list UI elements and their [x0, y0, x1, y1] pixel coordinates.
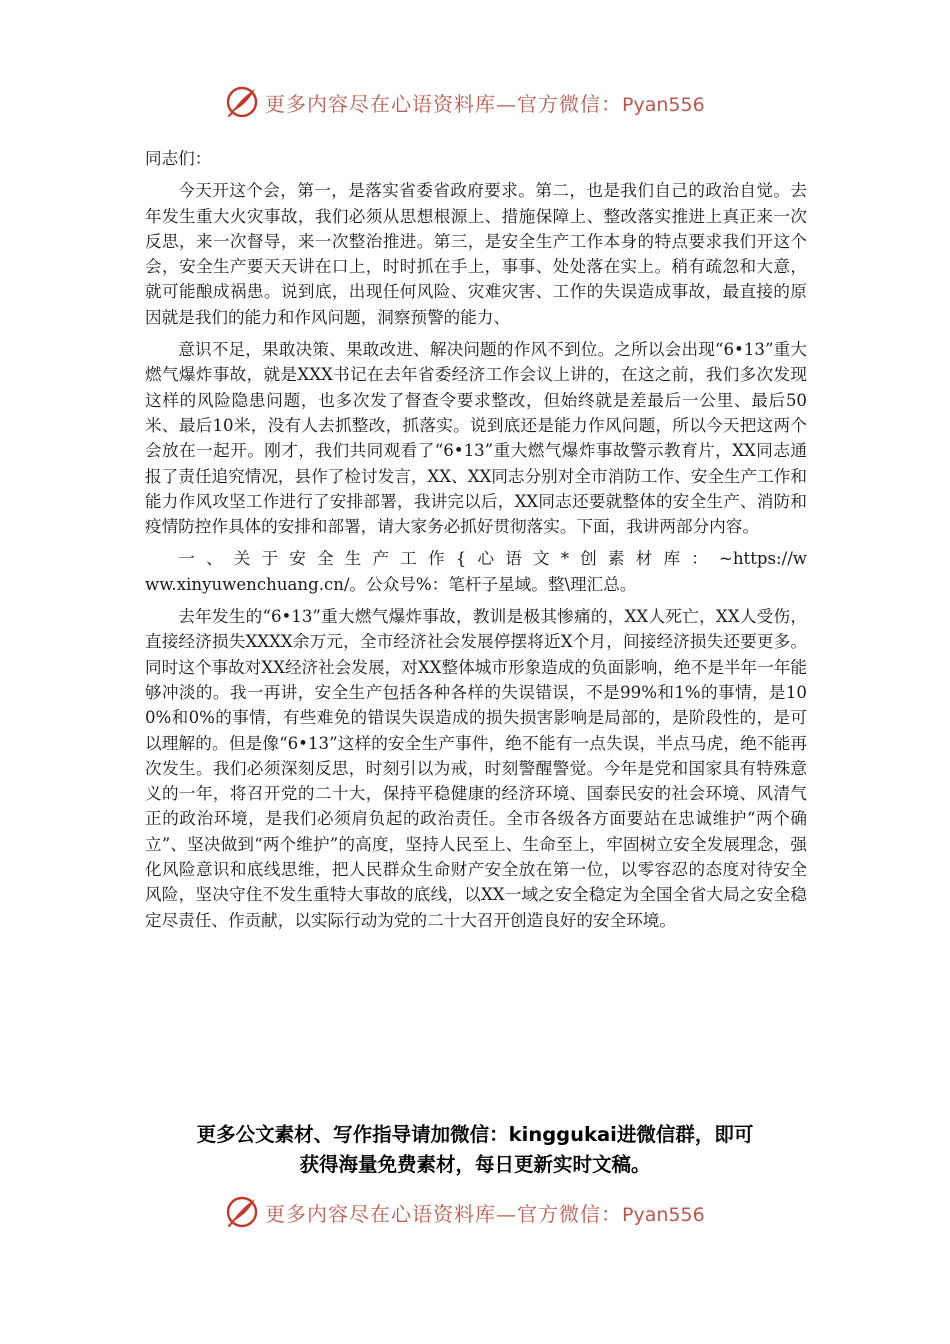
promo-note-line-1: 更多公文素材、写作指导请加微信：kinggukai进微信群，即可 [196, 1123, 754, 1146]
footer-banner-text [265, 1198, 705, 1227]
footer-banner-cn: 更多内容尽在心语资料库—官方微信： [265, 1201, 622, 1226]
greeting: 同志们： [145, 149, 212, 168]
section-heading [145, 546, 807, 597]
footer-banner [225, 1194, 725, 1230]
paragraph-3: 去年发生的“6•13”重大燃气爆炸事故，教训是极其惨痛的，XX人死亡，XX人受伤，直接经济损失XXXX余万元，全市经济社会发展停摆将近X个月，间接经济损失还要更多。同时这个事故对XX经济社会发展，对XX整体城市形象造成的负面影响，绝不是半年一年能够冲淡的。我一再讲，安全生产包括各种各样的失误错误，不是99%和1%的事情，是100%和0%的事情，有些难免的错误失误造成的损失损害影响是局部的，是阶段性的，是可以理解的。但是像“6•13”这样的安全生产事件，绝不能有一点失误，半点马虎，绝不能再次发生。我们必须深刻反思，时刻引以为戒，时刻警醒警觉。今年是党和国家具有特殊意义的一年，将召开党的二十大，保持平稳健康的经济环境、国泰民安的社会环境、风清气正的政治环境，是我们必须肩负起的政治责任。全市各级各方面要站在忠诚维护“两个确立”、坚决做到“两个维护”的高度，坚持人民至上、生命至上，牢固树立安全发展理念，强化风险意识和底线思维，把人民群众生命财产安全放在第一位，以零容忍的态度对待安全风险，坚决守住不发生重特大事故的底线，以XX一域之安全稳定为全国全省大局之安全稳定尽责任、作贡献，以实际行动为党的二十大召开创造良好的安全环境。 [145, 607, 807, 930]
section-heading-source: ~https://www.xinyuwenchuang.cn/。公众号%：笔杆子星域。整\理汇总。 [145, 549, 807, 594]
document-body [145, 146, 807, 940]
header-banner-cn: 更多内容尽在心语资料库—官方微信： [265, 91, 622, 116]
quill-logo-icon [225, 85, 259, 119]
promo-note [120, 1120, 830, 1180]
paragraph-1: 今天开这个会，第一，是落实省委省政府要求。第二，也是我们自己的政治自觉。去年发生重大火灾事故，我们必须从思想根源上、措施保障上、整改落实推进上真正来一次反思，来一次督导，来一次整治推进。第三，是安全生产工作本身的特点要求我们开这个会，安全生产要天天讲在口上，时时抓在手上，事事、处处落在实上。稍有疏忽和大意，就可能酿成祸患。说到底，出现任何风险、灾难灾害、工作的失误造成事故，最直接的原因就是我们的能力和作风问题，洞察预警的能力、 [145, 181, 807, 327]
quill-logo-icon [225, 1195, 259, 1229]
paragraph-2: 意识不足，果敢决策、果敢改进、解决问题的作风不到位。之所以会出现“6•13”重大燃气爆炸事故，就是XXX书记在去年省委经济工作会议上讲的，在这之前，我们多次发现这样的风险隐患问题，也多次发了督查令要求整改，但始终就是差最后一公里、最后50米、最后10米，没有人去抓整改，抓落实。说到底还是能力作风问题，所以今天把这两个会放在一起开。刚才，我们共同观看了“6•13”重大燃气爆炸事故警示教育片，XX同志通报了责任追究情况，县作了检讨发言，XX、XX同志分别对全市消防工作、安全生产工作和能力作风攻坚工作进行了安排部署，我讲完以后，XX同志还要就整体的安全生产、消防和疫情防控作具体的安排和部署，请大家务必抓好贯彻落实。下面，我讲两部分内容。 [145, 340, 807, 537]
promo-note-line-2: 获得海量免费素材，每日更新实时文稿。 [299, 1153, 651, 1176]
section-heading-title: 一、关于安全生产工作{心语文*创素材库： [178, 549, 719, 569]
header-banner [225, 84, 725, 120]
footer-banner-wechat-id: Pyan556 [622, 1203, 705, 1226]
header-banner-wechat-id: Pyan556 [622, 93, 705, 116]
header-banner-text [265, 88, 705, 117]
